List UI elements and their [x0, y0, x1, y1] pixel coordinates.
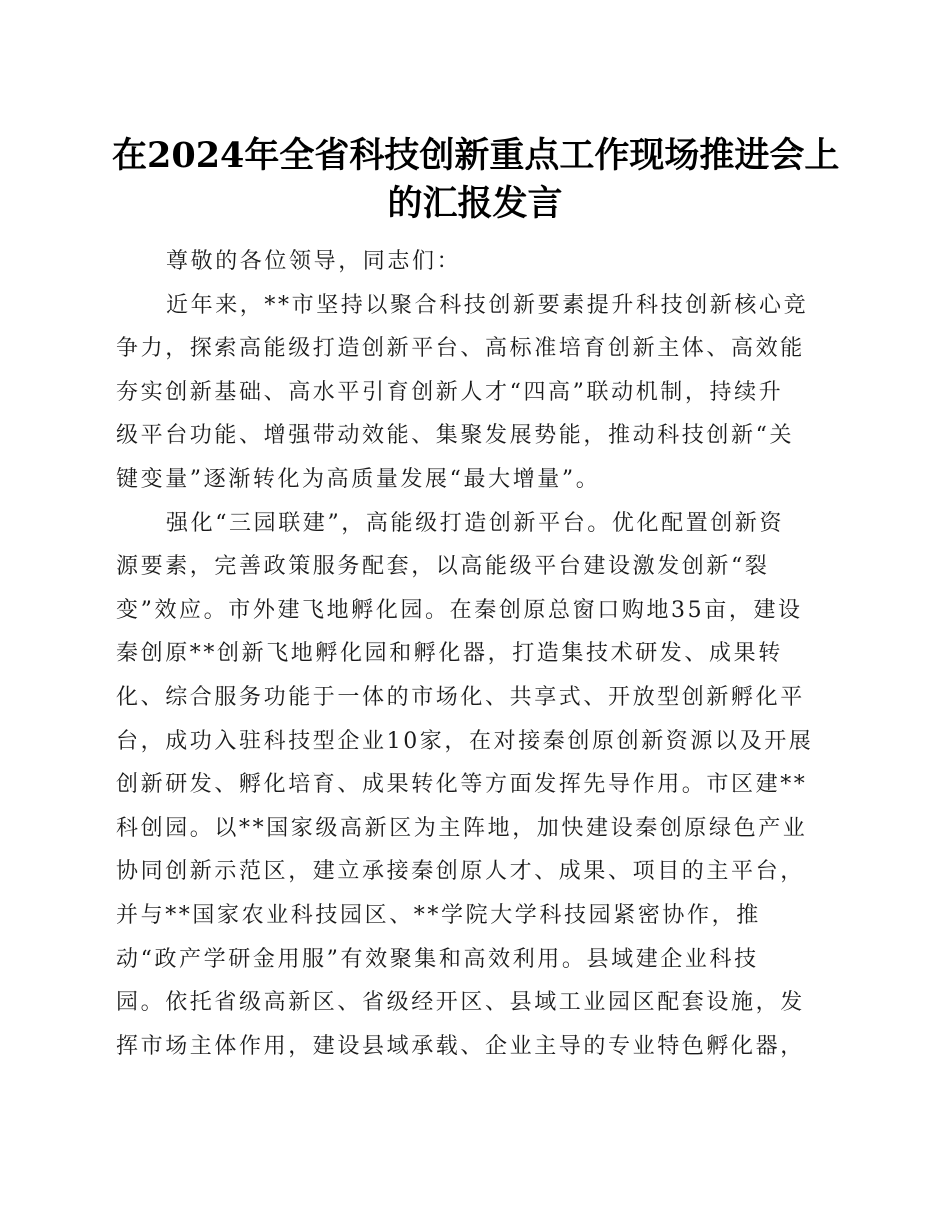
- body-line: 秦创原**创新飞地孵化园和孵化器，打造集技术研发、成果转: [116, 641, 783, 667]
- body-line: 化、综合服务功能于一体的市场化、共享式、开放型创新孵化平: [116, 684, 805, 710]
- title-line-1: 在2024年全省科技创新重点工作现场推进会上: [112, 135, 840, 176]
- body-line: 变”效应。市外建飞地孵化园。在秦创原总窗口购地35亩，建设: [116, 597, 803, 623]
- body-line: 源要素，完善政策服务配套，以高能级平台建设激发创新“裂: [116, 554, 770, 580]
- body-line: 挥市场主体作用，建设县域承载、企业主导的专业特色孵化器，: [116, 1033, 805, 1059]
- body-line: 创新研发、孵化培育、成果转化等方面发挥先导作用。市区建**: [116, 772, 808, 798]
- body-line: 争力，探索高能级打造创新平台、高标准培育创新主体、高效能: [116, 336, 805, 362]
- body-line: 园。依托省级高新区、省级经开区、县域工业园区配套设施，发: [116, 990, 805, 1016]
- body-line: 科创园。以**国家级高新区为主阵地，加快建设秦创原绿色产业: [116, 815, 808, 841]
- body-line: 夯实创新基础、高水平引育创新人才“四高”联动机制，持续升: [116, 379, 784, 405]
- salutation: 尊敬的各位领导，同志们：: [166, 249, 462, 274]
- body-line: 协同创新示范区，建立承接秦创原人才、成果、项目的主平台，: [116, 859, 805, 885]
- body-line: 近年来，**市坚持以聚合科技创新要素提升科技创新核心竞: [166, 292, 809, 318]
- body-line: 动“政产学研金用服”有效聚集和高效利用。县域建企业科技: [116, 946, 759, 972]
- body-line: 级平台功能、增强带动效能、集聚发展势能，推动科技创新“关: [116, 423, 795, 449]
- body-line: 并与**国家农业科技园区、**学院大学科技园紧密协作，推: [116, 902, 761, 928]
- body-line: 强化“三园联建”，高能级打造创新平台。优化配置创新资: [166, 510, 785, 536]
- document-title: [112, 132, 838, 228]
- title-line-2: 的汇报发言: [387, 183, 563, 224]
- body-line: 键变量”逐渐转化为高质量发展“最大增量”。: [116, 466, 601, 492]
- body-line: 台，成功入驻科技型企业10家，在对接秦创原创新资源以及开展: [116, 728, 814, 754]
- document-body: [116, 240, 822, 1068]
